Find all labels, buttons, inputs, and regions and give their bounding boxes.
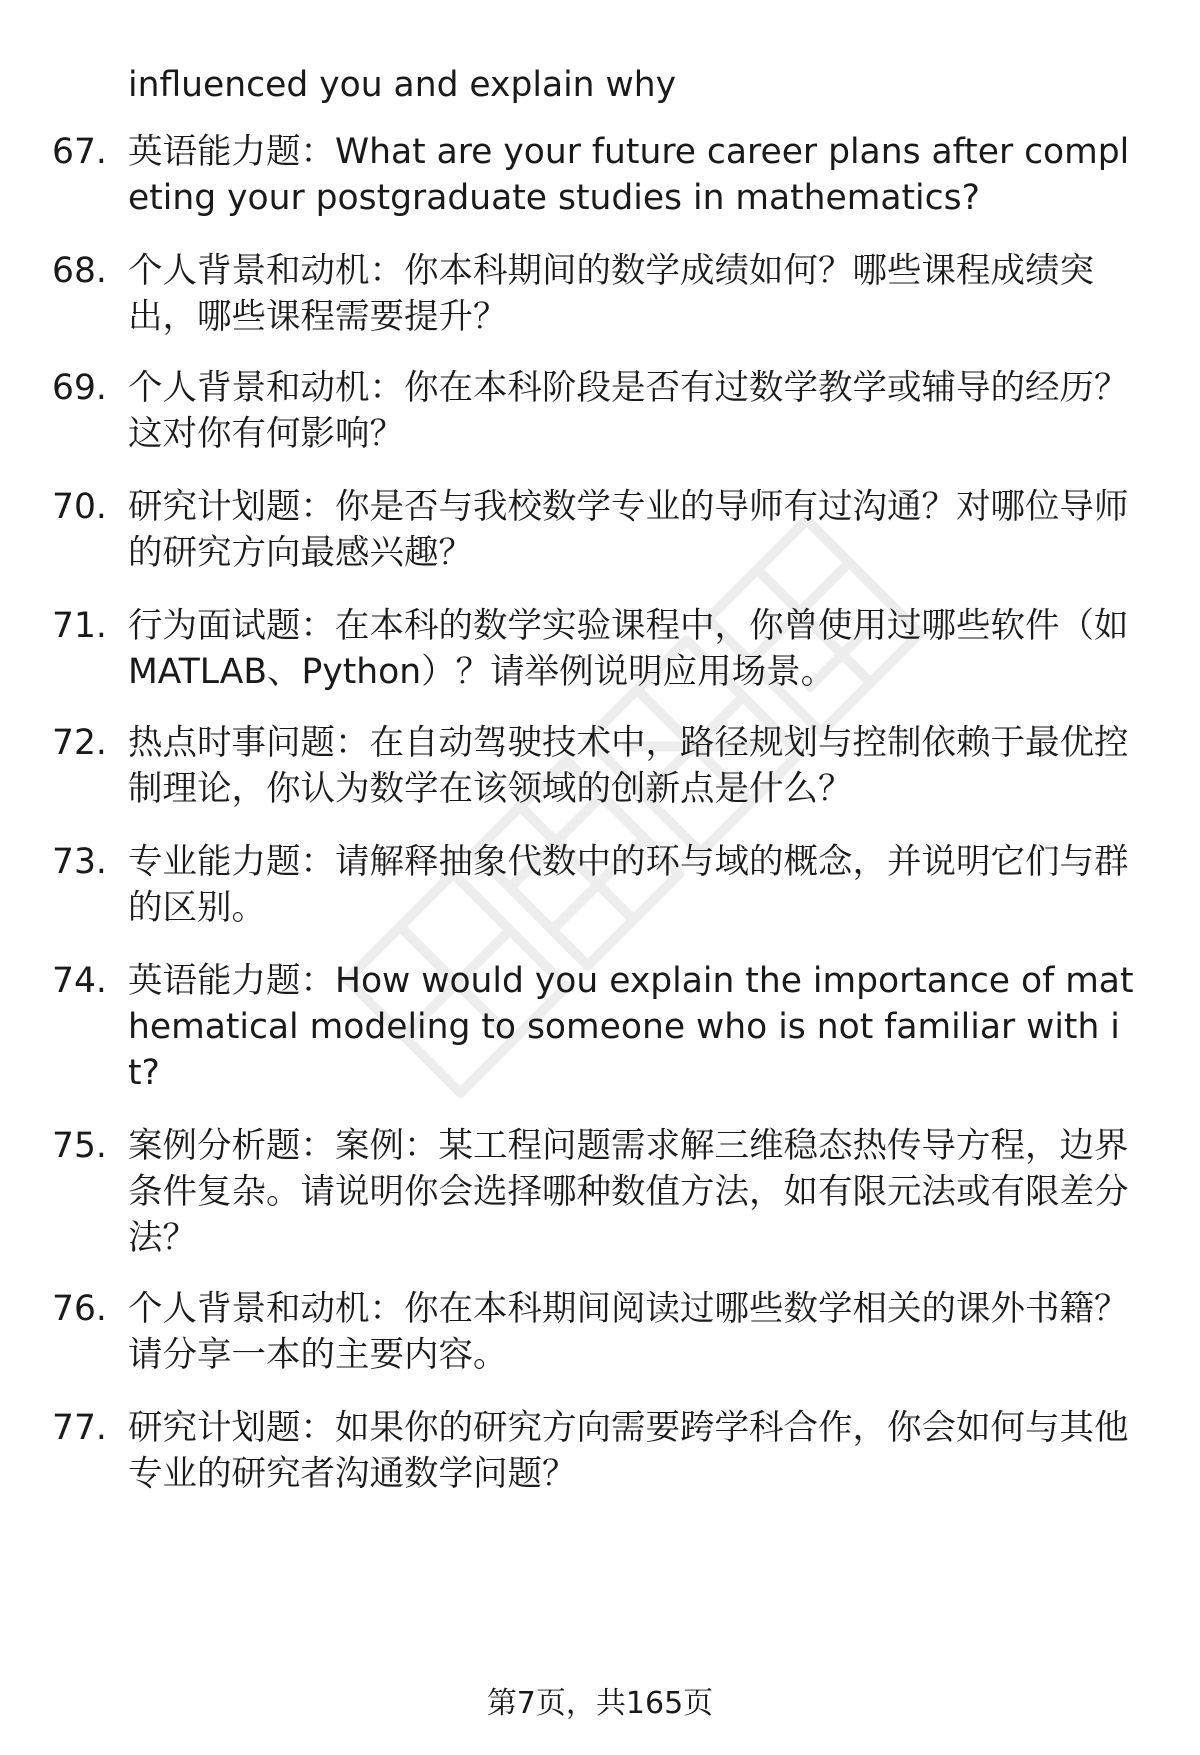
item-text: 英语能力题：How would you explain the importance of mathematical modeling to someone who is not familiar with it? (128, 961, 1134, 1093)
continuation-text: influenced you and explain why (128, 65, 677, 105)
item-text: 英语能力题：What are your future career plans after completing your postgraduate studies in mathematics? (128, 132, 1130, 218)
item-number: 70. (52, 487, 107, 527)
item-number: 74. (52, 961, 107, 1001)
item-number: 71. (52, 606, 107, 646)
item-text: 个人背景和动机：你本科期间的数学成绩如何？哪些课程成绩突出，哪些课程需要提升？ (128, 251, 1094, 337)
list-item (52, 1286, 1140, 1378)
item-number: 76. (52, 1289, 107, 1329)
item-text: 个人背景和动机：你在本科期间阅读过哪些数学相关的课外书籍？请分享一本的主要内容。 (128, 1289, 1129, 1375)
item-text: 行为面试题：在本科的数学实验课程中，你曾使用过哪些软件（如 MATLAB、Python）？请举例说明应用场景。 (128, 606, 1129, 692)
list-item (52, 1405, 1140, 1497)
list-item (52, 365, 1140, 457)
item-number: 75. (52, 1126, 107, 1166)
list-item (52, 839, 1140, 931)
list-item (52, 958, 1140, 1096)
list-item (52, 129, 1140, 221)
item-text: 研究计划题：如果你的研究方向需要跨学科合作，你会如何与其他专业的研究者沟通数学问题？ (128, 1408, 1129, 1494)
item-number: 72. (52, 723, 107, 763)
list-item (52, 603, 1140, 695)
page-footer: 第7页，共165页 (486, 1686, 714, 1721)
item-text: 专业能力题：请解释抽象代数中的环与域的概念，并说明它们与群的区别。 (128, 842, 1129, 928)
list-item (52, 248, 1140, 340)
item-number: 67. (52, 132, 107, 172)
item-number: 73. (52, 842, 107, 882)
item-number: 69. (52, 368, 107, 408)
item-number: 68. (52, 251, 107, 291)
list-item (52, 1123, 1140, 1261)
item-text: 个人背景和动机：你在本科阶段是否有过数学教学或辅导的经历？这对你有何影响？ (128, 368, 1129, 454)
list-item (52, 720, 1140, 812)
item-text: 案例分析题：案例：某工程问题需求解三维稳态热传导方程，边界条件复杂。请说明你会选择哪种数值方法，如有限元法或有限差分法？ (128, 1126, 1129, 1258)
item-number: 77. (52, 1408, 107, 1448)
item-text: 热点时事问题：在自动驾驶技术中，路径规划与控制依赖于最优控制理论，你认为数学在该领域的创新点是什么？ (128, 723, 1129, 809)
item-text: 研究计划题：你是否与我校数学专业的导师有过沟通？对哪位导师的研究方向最感兴趣？ (128, 487, 1129, 573)
list-item (52, 484, 1140, 576)
